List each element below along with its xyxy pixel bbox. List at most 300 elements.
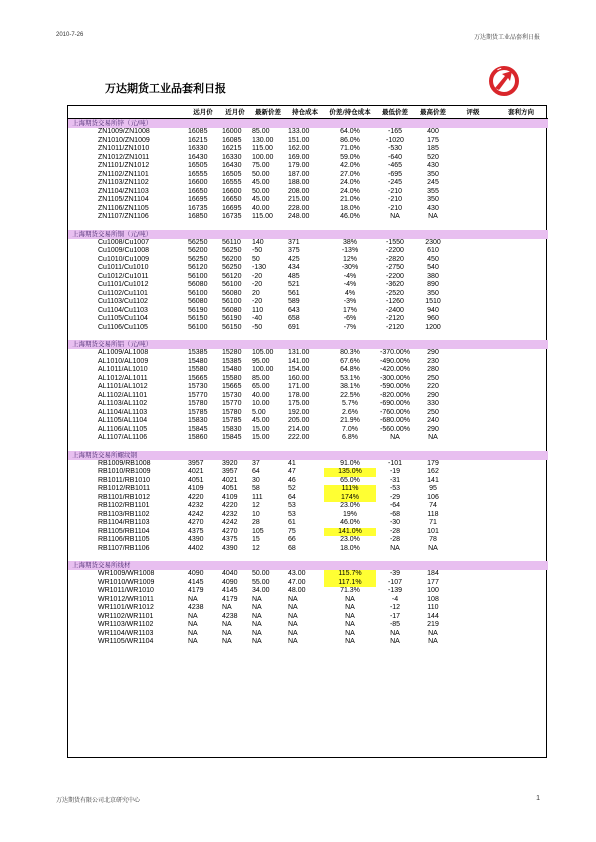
table-cell: 4021 bbox=[222, 476, 238, 484]
table-cell: -245 bbox=[387, 179, 402, 186]
table-cell bbox=[494, 545, 548, 554]
table-row bbox=[68, 519, 548, 528]
table-cell: 111 bbox=[252, 493, 263, 501]
table-cell bbox=[494, 528, 548, 537]
table-cell bbox=[494, 366, 548, 375]
table-row bbox=[68, 613, 548, 622]
table-cell: NA bbox=[188, 621, 198, 628]
table-cell: 56120 bbox=[188, 264, 208, 271]
table-cell: 15730 bbox=[222, 391, 242, 399]
table-cell: 95.00 bbox=[252, 357, 270, 365]
table-cell: 16085 bbox=[222, 136, 242, 144]
table-cell: NA bbox=[428, 629, 438, 637]
table-cell: -20 bbox=[252, 272, 263, 280]
table-cell: 179 bbox=[427, 459, 439, 467]
table-cell: 4242 bbox=[188, 510, 204, 518]
table-row bbox=[68, 307, 548, 316]
table-cell: NA bbox=[188, 629, 198, 637]
column-header: 评级 bbox=[466, 108, 480, 116]
table-row bbox=[68, 324, 548, 333]
spread-pair-cell: RB1104/RB1103 bbox=[98, 519, 150, 526]
spread-pair-cell: Cu1106/Cu1105 bbox=[98, 323, 148, 331]
table-cell bbox=[494, 196, 548, 205]
table-cell: 15385 bbox=[188, 349, 208, 356]
table-cell: 658 bbox=[288, 315, 300, 322]
table-cell: 56100 bbox=[188, 323, 208, 331]
table-cell bbox=[452, 179, 494, 188]
table-cell: 16215 bbox=[188, 136, 208, 144]
table-cell bbox=[494, 494, 548, 503]
table-cell: -2120 bbox=[386, 323, 404, 331]
table-cell: 228.00 bbox=[288, 204, 310, 212]
table-cell bbox=[452, 426, 494, 435]
table-cell: 188.00 bbox=[288, 179, 310, 186]
spread-pair-cell: RB1011/RB1010 bbox=[98, 476, 151, 484]
table-cell: 118 bbox=[427, 510, 439, 518]
table-cell: 16650 bbox=[222, 196, 242, 203]
table-row bbox=[68, 409, 548, 418]
table-cell: 214.00 bbox=[288, 425, 310, 433]
table-cell: 56200 bbox=[188, 247, 208, 254]
table-cell bbox=[452, 545, 494, 554]
spread-pair-cell: AL1011/AL1010 bbox=[98, 366, 148, 373]
table-cell bbox=[494, 613, 548, 622]
table-cell: 230 bbox=[427, 357, 439, 365]
spread-pair-cell: AL1010/AL1009 bbox=[98, 357, 149, 365]
table-cell: 21.9% bbox=[340, 417, 360, 424]
spread-pair-cell: Cu1104/Cu1103 bbox=[98, 306, 148, 314]
table-cell: -210 bbox=[387, 187, 402, 195]
table-cell bbox=[452, 434, 494, 443]
table-cell: 691 bbox=[288, 323, 300, 331]
table-cell: 4109 bbox=[222, 493, 238, 501]
table-cell: 4375 bbox=[188, 527, 204, 535]
table-cell: 47.00 bbox=[288, 578, 306, 586]
table-cell: 106 bbox=[427, 493, 439, 501]
table-cell: 130.00 bbox=[252, 136, 274, 144]
section-title: 上海期货交易所铝（元/吨） bbox=[68, 340, 548, 349]
table-cell: 1200 bbox=[425, 323, 441, 331]
table-cell bbox=[494, 188, 548, 197]
table-cell bbox=[452, 171, 494, 180]
section-gap bbox=[68, 222, 548, 230]
table-cell bbox=[452, 349, 494, 358]
table-cell: -2520 bbox=[386, 289, 404, 297]
table-cell: 38% bbox=[342, 238, 357, 246]
table-cell: 16215 bbox=[222, 145, 242, 152]
section-header-row bbox=[68, 340, 548, 349]
table-cell: 380 bbox=[427, 272, 439, 280]
table-cell: 64 bbox=[288, 493, 296, 501]
table-cell: 61 bbox=[288, 519, 296, 526]
table-cell bbox=[452, 536, 494, 545]
table-cell: 3957 bbox=[222, 468, 238, 475]
table-cell: 16695 bbox=[188, 196, 208, 203]
spread-pair-cell: Cu1010/Cu1009 bbox=[98, 255, 149, 263]
table-row bbox=[68, 128, 548, 137]
table-cell: -2750 bbox=[386, 264, 404, 271]
table-cell: 75 bbox=[288, 527, 296, 535]
table-cell bbox=[494, 426, 548, 435]
table-cell: 21.0% bbox=[340, 196, 360, 203]
table-cell: -2200 bbox=[386, 247, 404, 254]
table-cell: 12 bbox=[252, 502, 260, 509]
table-cell: 2300 bbox=[425, 238, 441, 246]
spread-pair-cell: AL1103/AL1102 bbox=[98, 400, 148, 407]
table-cell: 15580 bbox=[222, 374, 242, 382]
column-header: 套利方向 bbox=[508, 108, 534, 116]
table-row bbox=[68, 162, 548, 171]
table-cell: 15 bbox=[252, 536, 260, 543]
table-row bbox=[68, 145, 548, 154]
section-gap bbox=[68, 553, 548, 561]
spread-pair-cell: ZN1012/ZN1011 bbox=[98, 153, 150, 161]
table-row bbox=[68, 630, 548, 639]
table-cell: -2400 bbox=[386, 306, 404, 314]
spread-pair-cell: Cu1011/Cu1010 bbox=[98, 264, 149, 271]
table-cell bbox=[494, 154, 548, 163]
spread-pair-cell: ZN1104/ZN1103 bbox=[98, 187, 149, 195]
spread-pair-cell: WR1101/WR1012 bbox=[98, 604, 154, 611]
table-cell: 74 bbox=[429, 502, 437, 509]
table-cell: 56100 bbox=[222, 281, 242, 288]
spread-pair-cell: ZN1103/ZN1102 bbox=[98, 179, 149, 186]
table-row bbox=[68, 596, 548, 605]
table-cell: -560.00% bbox=[380, 425, 410, 433]
table-cell: 3920 bbox=[222, 459, 238, 467]
table-cell: 15.00 bbox=[252, 425, 270, 433]
table-cell: 56100 bbox=[188, 272, 208, 280]
table-cell: 141.0% bbox=[324, 528, 376, 537]
table-cell: 15780 bbox=[222, 408, 242, 416]
table-cell: 4220 bbox=[222, 502, 238, 509]
table-cell: -19 bbox=[389, 468, 401, 475]
table-cell bbox=[452, 247, 494, 256]
table-cell: 15480 bbox=[188, 357, 208, 365]
table-cell: -210 bbox=[387, 196, 402, 203]
table-cell: 15385 bbox=[222, 357, 242, 365]
print-header-title: 万达期货工业品套利日报 bbox=[473, 35, 540, 41]
table-cell: 95 bbox=[429, 485, 437, 492]
table-cell: 56250 bbox=[188, 238, 208, 246]
table-cell: -695 bbox=[387, 170, 402, 178]
table-cell: 56150 bbox=[188, 315, 208, 322]
table-row bbox=[68, 179, 548, 188]
table-cell: 4270 bbox=[222, 527, 238, 535]
table-row bbox=[68, 570, 548, 579]
table-cell: 42.0% bbox=[340, 162, 360, 169]
table-row bbox=[68, 485, 548, 494]
table-cell: 56120 bbox=[222, 272, 242, 280]
spread-pair-cell: RB1009/RB1008 bbox=[98, 459, 151, 467]
table-cell: 40.00 bbox=[252, 204, 270, 212]
table-cell: 45.00 bbox=[252, 417, 270, 424]
table-cell: NA bbox=[390, 213, 400, 220]
table-cell: -28 bbox=[389, 536, 401, 543]
section-header-row bbox=[68, 451, 548, 460]
table-cell: 56110 bbox=[222, 238, 241, 246]
table-cell bbox=[494, 264, 548, 273]
table-cell: 56080 bbox=[188, 298, 208, 305]
table-cell: 375 bbox=[288, 247, 300, 254]
table-cell bbox=[494, 511, 548, 520]
table-cell bbox=[494, 383, 548, 392]
table-cell: 16600 bbox=[222, 187, 242, 195]
arbitrage-table-frame bbox=[67, 105, 547, 758]
column-header: 最低价差 bbox=[382, 108, 408, 116]
table-cell: NA bbox=[345, 629, 355, 637]
table-cell: NA bbox=[390, 434, 400, 441]
section-gap bbox=[68, 332, 548, 340]
table-cell: 222.00 bbox=[288, 434, 310, 441]
table-cell bbox=[452, 290, 494, 299]
table-row bbox=[68, 468, 548, 477]
table-cell: 105.00 bbox=[252, 349, 274, 356]
table-cell: 4% bbox=[344, 289, 356, 297]
table-cell: 38.1% bbox=[340, 383, 360, 390]
column-header: 远月价 bbox=[193, 108, 213, 116]
table-cell: 43.00 bbox=[288, 570, 306, 577]
table-cell: 178.00 bbox=[288, 391, 310, 399]
table-cell bbox=[452, 417, 494, 426]
table-cell: 16505 bbox=[188, 162, 208, 169]
table-cell: 10 bbox=[252, 510, 260, 518]
table-cell: 101 bbox=[427, 527, 439, 535]
column-header: 最新价差 bbox=[255, 108, 281, 116]
header-spacer bbox=[68, 106, 186, 119]
table-cell bbox=[494, 596, 548, 605]
table-cell: 430 bbox=[427, 162, 439, 169]
table-row bbox=[68, 604, 548, 613]
table-cell: 154.00 bbox=[288, 366, 310, 373]
table-cell bbox=[452, 358, 494, 367]
table-cell: 71 bbox=[429, 519, 437, 526]
spread-pair-cell: AL1102/AL1101 bbox=[98, 391, 148, 399]
table-cell: NA bbox=[252, 629, 262, 637]
table-cell: -590.00% bbox=[380, 383, 410, 390]
table-cell: 4109 bbox=[188, 485, 204, 492]
spread-pair-cell: Cu1102/Cu1101 bbox=[98, 289, 148, 297]
section-header-row bbox=[68, 119, 548, 129]
table-cell: -12 bbox=[389, 604, 401, 611]
gap-cell bbox=[68, 222, 548, 230]
table-cell: 71.0% bbox=[340, 145, 360, 152]
table-cell: 50 bbox=[252, 255, 260, 263]
table-cell: 22.5% bbox=[340, 391, 360, 399]
table-cell: -139 bbox=[387, 587, 402, 594]
spread-pair-cell: RB1103/RB1102 bbox=[98, 510, 150, 518]
table-cell bbox=[494, 213, 548, 222]
table-cell bbox=[452, 188, 494, 197]
table-cell bbox=[494, 256, 548, 265]
spread-pair-cell: AL1101/AL1012 bbox=[98, 383, 148, 390]
spread-pair-cell: WR1104/WR1103 bbox=[98, 629, 154, 637]
table-cell: 240 bbox=[427, 417, 439, 424]
spread-pair-cell: AL1104/AL1103 bbox=[98, 408, 148, 416]
table-cell: -39 bbox=[389, 570, 401, 577]
table-cell bbox=[452, 477, 494, 486]
table-cell: 100.00 bbox=[252, 366, 274, 373]
table-cell: 400 bbox=[427, 128, 439, 135]
spread-pair-cell: RB1107/RB1106 bbox=[98, 544, 150, 552]
spread-pair-cell: RB1010/RB1009 bbox=[98, 468, 151, 475]
table-header-row bbox=[68, 106, 548, 119]
arbitrage-table bbox=[68, 106, 548, 647]
table-cell bbox=[494, 409, 548, 418]
table-row bbox=[68, 171, 548, 180]
table-cell: 111% bbox=[324, 485, 376, 494]
table-cell bbox=[452, 460, 494, 469]
table-cell bbox=[452, 205, 494, 214]
table-row bbox=[68, 383, 548, 392]
table-cell: 5.00 bbox=[252, 408, 266, 416]
table-row bbox=[68, 536, 548, 545]
table-cell: 131.00 bbox=[288, 349, 310, 356]
table-cell: -31 bbox=[389, 476, 401, 484]
table-cell: -530 bbox=[387, 145, 402, 152]
table-cell: 350 bbox=[427, 170, 439, 178]
table-cell bbox=[494, 604, 548, 613]
table-cell: 2.6% bbox=[342, 408, 358, 416]
table-cell: 184 bbox=[427, 570, 439, 577]
table-cell: 115.00 bbox=[252, 145, 273, 152]
table-cell: 4238 bbox=[222, 612, 238, 620]
table-row bbox=[68, 426, 548, 435]
table-cell bbox=[452, 196, 494, 205]
table-cell bbox=[494, 638, 548, 647]
table-cell bbox=[452, 324, 494, 333]
table-cell bbox=[494, 128, 548, 137]
table-cell: 16085 bbox=[188, 128, 208, 135]
table-cell: 177 bbox=[427, 578, 439, 586]
table-cell: 330 bbox=[427, 400, 439, 407]
table-cell bbox=[494, 358, 548, 367]
table-cell: -130 bbox=[252, 264, 267, 271]
table-cell: 108 bbox=[427, 595, 439, 603]
table-row bbox=[68, 400, 548, 409]
table-cell: 20 bbox=[252, 289, 260, 297]
table-cell: -64 bbox=[389, 502, 401, 509]
table-cell: 589 bbox=[288, 298, 300, 305]
table-cell bbox=[494, 307, 548, 316]
table-cell: 15280 bbox=[222, 349, 242, 356]
table-cell bbox=[494, 485, 548, 494]
table-cell: 17% bbox=[342, 306, 357, 314]
table-cell bbox=[452, 579, 494, 588]
table-cell bbox=[494, 205, 548, 214]
print-date: 2010-7-26 bbox=[56, 32, 84, 38]
table-cell: -50 bbox=[252, 323, 263, 331]
table-cell bbox=[494, 621, 548, 630]
table-cell: 45.00 bbox=[252, 179, 270, 186]
table-cell: 50.00 bbox=[252, 570, 270, 577]
table-cell: 18.0% bbox=[340, 544, 360, 552]
section-header-row bbox=[68, 230, 548, 239]
table-cell: 15780 bbox=[188, 400, 208, 407]
table-cell: 250 bbox=[427, 408, 439, 416]
table-cell: 46.0% bbox=[340, 213, 360, 220]
table-cell: 56250 bbox=[222, 247, 242, 254]
table-cell bbox=[452, 383, 494, 392]
table-cell: 15860 bbox=[188, 434, 208, 441]
table-cell: 105 bbox=[252, 527, 264, 535]
table-cell bbox=[494, 281, 548, 290]
table-cell: 4145 bbox=[188, 578, 204, 586]
table-cell: 4090 bbox=[222, 578, 238, 586]
spread-pair-cell: Cu1008/Cu1007 bbox=[98, 238, 149, 246]
table-cell: -680.00% bbox=[380, 417, 410, 424]
table-cell: 1510 bbox=[425, 298, 441, 305]
table-cell: 115.7% bbox=[324, 570, 376, 579]
table-cell: 290 bbox=[427, 391, 439, 399]
table-cell: -165 bbox=[387, 128, 402, 135]
table-row bbox=[68, 239, 548, 248]
section-gap bbox=[68, 443, 548, 451]
table-cell: NA bbox=[428, 544, 438, 552]
table-row bbox=[68, 349, 548, 358]
table-cell: 4179 bbox=[188, 587, 204, 594]
table-row bbox=[68, 358, 548, 367]
table-cell: 141.00 bbox=[288, 357, 310, 365]
table-cell: NA bbox=[390, 629, 400, 637]
table-cell bbox=[452, 213, 494, 222]
table-cell bbox=[452, 137, 494, 146]
table-row bbox=[68, 494, 548, 503]
table-cell: 56150 bbox=[222, 323, 242, 331]
table-cell bbox=[452, 494, 494, 503]
table-cell: 561 bbox=[288, 289, 300, 297]
table-cell: NA bbox=[390, 544, 400, 552]
report-title: 万达期货工业品套利日报 bbox=[105, 82, 226, 95]
table-cell: 16735 bbox=[222, 213, 242, 220]
table-cell: 4390 bbox=[222, 544, 238, 552]
table-row bbox=[68, 477, 548, 486]
table-cell: NA bbox=[222, 629, 232, 637]
table-cell: 15770 bbox=[222, 400, 242, 407]
table-cell bbox=[452, 511, 494, 520]
table-cell: 485 bbox=[288, 272, 300, 280]
table-row bbox=[68, 137, 548, 146]
table-cell: NA bbox=[345, 621, 355, 628]
table-cell: 50.00 bbox=[252, 170, 270, 178]
table-cell bbox=[452, 128, 494, 137]
spread-pair-cell: ZN1010/ZN1009 bbox=[98, 136, 150, 144]
table-cell bbox=[494, 400, 548, 409]
table-cell: 15785 bbox=[188, 408, 208, 416]
table-cell: -490.00% bbox=[380, 357, 410, 365]
spread-pair-cell: WR1103/WR1102 bbox=[98, 621, 154, 628]
table-row bbox=[68, 298, 548, 307]
table-cell: 450 bbox=[427, 255, 439, 263]
table-cell: -3% bbox=[343, 298, 357, 305]
table-cell: 110 bbox=[427, 604, 439, 611]
table-cell: 5.7% bbox=[342, 400, 358, 407]
table-cell bbox=[494, 519, 548, 528]
spread-pair-cell: AL1106/AL1105 bbox=[98, 425, 148, 433]
table-cell: 24.0% bbox=[340, 187, 360, 195]
table-cell: 140 bbox=[252, 238, 264, 246]
table-cell: NA bbox=[288, 629, 298, 637]
table-cell bbox=[452, 604, 494, 613]
table-cell bbox=[494, 349, 548, 358]
gap-cell bbox=[68, 553, 548, 561]
table-cell: -370.00% bbox=[380, 349, 410, 356]
table-cell: 220 bbox=[427, 383, 439, 390]
table-cell: 16850 bbox=[188, 213, 208, 220]
table-cell: 16430 bbox=[188, 153, 208, 161]
table-cell bbox=[452, 375, 494, 384]
table-cell: 110 bbox=[252, 306, 264, 314]
